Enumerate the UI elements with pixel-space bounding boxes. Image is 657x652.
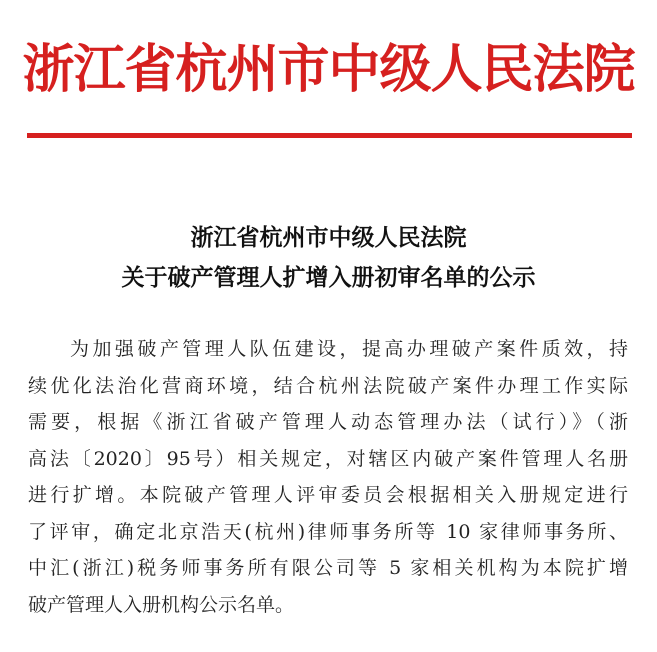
body-line: 为加强破产管理人队伍建设，提高办理破产案件质效，持: [70, 338, 628, 360]
body-line: 中汇(浙江)税务师事务所有限公司等 5 家相关机构为本院扩增: [28, 557, 628, 579]
court-name-header: 浙江省杭州市中级人民法院: [22, 39, 635, 100]
body-line: 破产管理人入册机构公示名单。: [28, 593, 295, 616]
court-letterhead: [0, 34, 657, 106]
body-line: 需要，根据《浙江省破产管理人动态管理办法（试行）》（浙: [28, 411, 628, 433]
title-line-court: 浙江省杭州市中级人民法院: [190, 225, 467, 251]
title-line-subject: 关于破产管理人扩增入册初审名单的公示: [121, 265, 536, 291]
notice-body: [28, 331, 628, 623]
body-line: 了评审，确定北京浩天(杭州)律师事务所等 10 家律师事务所、: [28, 520, 628, 543]
red-divider-line: [27, 133, 632, 138]
body-line: 高法〔2020〕95号）相关规定，对辖区内破产案件管理人名册: [28, 447, 628, 470]
body-line: 续优化法治化营商环境，结合杭州法院破产案件办理工作实际: [28, 374, 628, 397]
notice-title: [0, 218, 657, 298]
body-line: 进行扩增。本院破产管理人评审委员会根据相关入册规定进行: [28, 484, 628, 506]
